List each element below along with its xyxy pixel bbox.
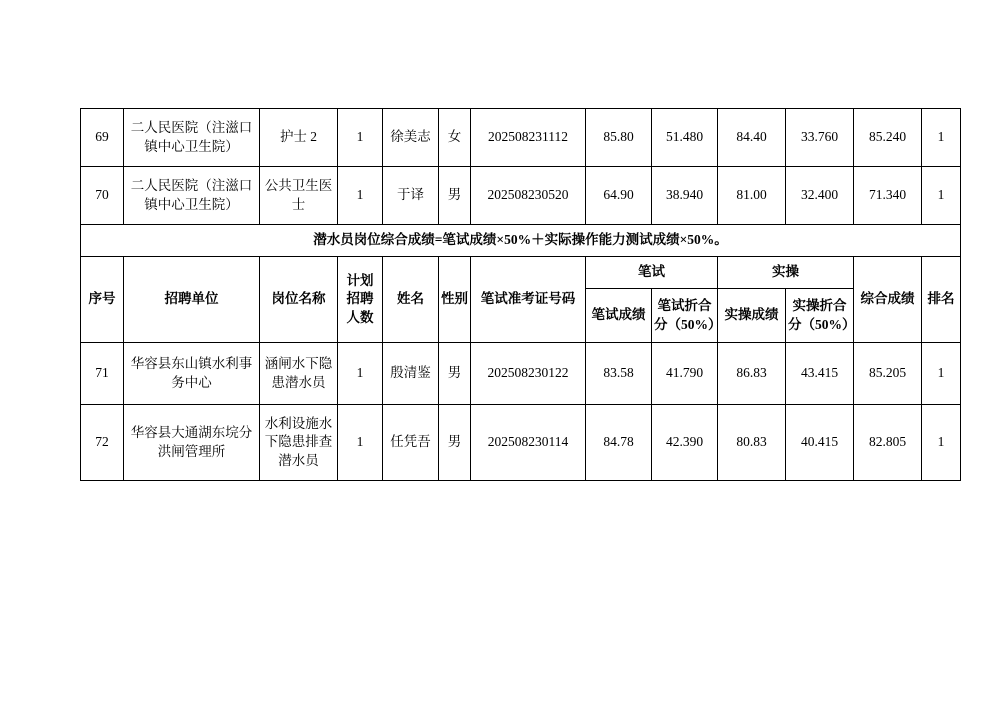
cell-job: 水利设施水下隐患排查潜水员	[260, 405, 338, 481]
header-written-converted: 笔试折合分（50%）	[652, 289, 718, 343]
table-row	[81, 405, 961, 481]
header-group-written: 笔试	[586, 257, 718, 289]
note-row	[81, 225, 961, 257]
header-sex: 性别	[439, 257, 471, 343]
cell-plan: 1	[338, 167, 383, 225]
cell-written-score: 64.90	[586, 167, 652, 225]
cell-plan: 1	[338, 343, 383, 405]
cell-written-score: 84.78	[586, 405, 652, 481]
cell-practical-converted: 40.415	[786, 405, 854, 481]
cell-job: 涵闸水下隐患潜水员	[260, 343, 338, 405]
cell-seq: 71	[81, 343, 124, 405]
cell-practical-score: 80.83	[718, 405, 786, 481]
cell-total: 71.340	[854, 167, 922, 225]
table-row	[81, 343, 961, 405]
cell-written-converted: 51.480	[652, 109, 718, 167]
cell-written-converted: 38.940	[652, 167, 718, 225]
header-practical-score: 实操成绩	[718, 289, 786, 343]
cell-plan: 1	[338, 405, 383, 481]
cell-id: 202508230520	[471, 167, 586, 225]
cell-rank: 1	[922, 109, 961, 167]
cell-practical-converted: 32.400	[786, 167, 854, 225]
table-row	[81, 167, 961, 225]
cell-written-score: 85.80	[586, 109, 652, 167]
cell-name: 徐美志	[383, 109, 439, 167]
table-header-row-1	[81, 257, 961, 289]
header-rank: 排名	[922, 257, 961, 343]
cell-name: 于译	[383, 167, 439, 225]
cell-total: 82.805	[854, 405, 922, 481]
cell-written-score: 83.58	[586, 343, 652, 405]
cell-plan: 1	[338, 109, 383, 167]
cell-rank: 1	[922, 343, 961, 405]
cell-written-converted: 42.390	[652, 405, 718, 481]
cell-practical-score: 81.00	[718, 167, 786, 225]
results-table	[80, 108, 961, 481]
cell-unit: 华容县东山镇水利事务中心	[124, 343, 260, 405]
cell-practical-converted: 43.415	[786, 343, 854, 405]
cell-unit: 华容县大通湖东垸分洪闸管理所	[124, 405, 260, 481]
cell-total: 85.240	[854, 109, 922, 167]
cell-sex: 男	[439, 405, 471, 481]
cell-written-converted: 41.790	[652, 343, 718, 405]
cell-id: 202508230122	[471, 343, 586, 405]
header-practical-converted: 实操折合分（50%）	[786, 289, 854, 343]
cell-total: 85.205	[854, 343, 922, 405]
header-unit: 招聘单位	[124, 257, 260, 343]
cell-id: 202508230114	[471, 405, 586, 481]
cell-rank: 1	[922, 405, 961, 481]
header-job: 岗位名称	[260, 257, 338, 343]
header-group-practical: 实操	[718, 257, 854, 289]
cell-sex: 男	[439, 167, 471, 225]
cell-practical-score: 86.83	[718, 343, 786, 405]
table-row	[81, 109, 961, 167]
cell-rank: 1	[922, 167, 961, 225]
cell-seq: 72	[81, 405, 124, 481]
header-plan: 计划招聘人数	[338, 257, 383, 343]
header-seq: 序号	[81, 257, 124, 343]
header-written-score: 笔试成绩	[586, 289, 652, 343]
formula-note: 潜水员岗位综合成绩=笔试成绩×50%＋实际操作能力测试成绩×50%。	[81, 225, 961, 257]
cell-practical-score: 84.40	[718, 109, 786, 167]
cell-name: 任凭吾	[383, 405, 439, 481]
cell-unit: 二人民医院（注滋口镇中心卫生院）	[124, 167, 260, 225]
cell-sex: 女	[439, 109, 471, 167]
cell-job: 公共卫生医士	[260, 167, 338, 225]
cell-id: 202508231112	[471, 109, 586, 167]
cell-seq: 69	[81, 109, 124, 167]
cell-job: 护士 2	[260, 109, 338, 167]
cell-practical-converted: 33.760	[786, 109, 854, 167]
header-total: 综合成绩	[854, 257, 922, 343]
cell-seq: 70	[81, 167, 124, 225]
document-page	[80, 108, 960, 481]
cell-sex: 男	[439, 343, 471, 405]
header-id: 笔试准考证号码	[471, 257, 586, 343]
cell-unit: 二人民医院（注滋口镇中心卫生院）	[124, 109, 260, 167]
cell-name: 殷清鉴	[383, 343, 439, 405]
header-name: 姓名	[383, 257, 439, 343]
